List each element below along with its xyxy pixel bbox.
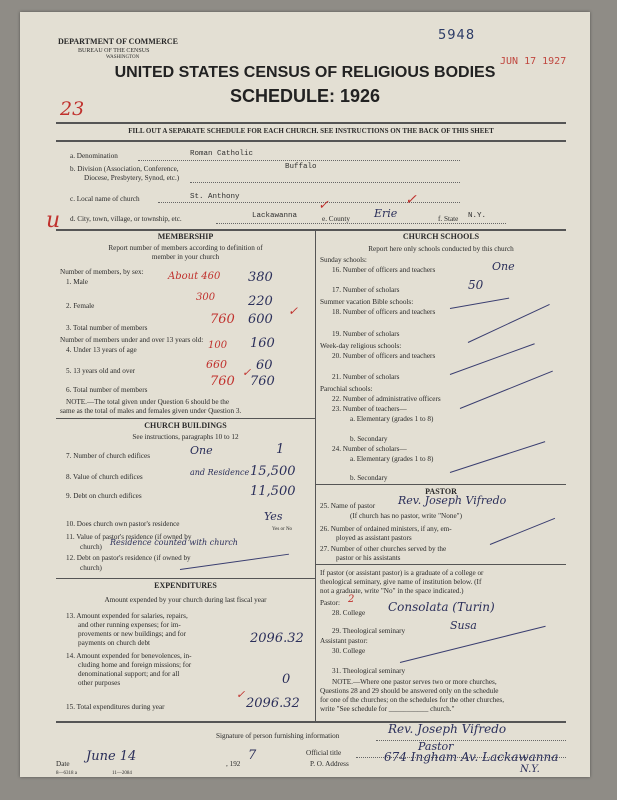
print-number: 11—2084 xyxy=(112,771,132,776)
q3-total-value: 600 xyxy=(248,312,273,327)
buildings-title: CHURCH BUILDINGS xyxy=(144,421,227,430)
signature-value: Rev. Joseph Vifredo xyxy=(388,722,507,736)
q14-label-3: denominational support; and for all xyxy=(78,670,180,678)
graduate-note-2: theological seminary, give name of institution below. (If xyxy=(320,578,482,586)
division-label-2: Diocese, Presbytery, Synod, etc.) xyxy=(84,174,180,182)
parochial-dash xyxy=(460,371,553,409)
census-schedule-sheet xyxy=(20,12,590,777)
assistant-subhead: Assistant pastor: xyxy=(320,637,368,645)
year-label: , 192 xyxy=(226,760,241,768)
pastor-red-number: 2 xyxy=(348,594,355,605)
q24-dash xyxy=(450,441,545,473)
red-check-city: ✓ xyxy=(318,198,329,213)
city-line xyxy=(216,223,506,224)
pastor-note-4: write "See schedule for ___________ church." xyxy=(320,705,455,713)
q6-total-label: 6. Total number of members xyxy=(66,386,148,394)
q2-female-label: 2. Female xyxy=(66,302,95,310)
date-label: Date xyxy=(56,760,70,768)
q27-label: 27. Number of other churches served by the xyxy=(320,545,447,553)
q20-label: 20. Number of officers and teachers xyxy=(332,352,436,360)
q3-total-label: 3. Total number of members xyxy=(66,324,148,332)
q19-label: 19. Number of scholars xyxy=(332,330,400,338)
serial-number: 5948 xyxy=(438,28,476,43)
q25-hint: (If church has no pastor, write "None") xyxy=(350,512,462,520)
q1-male-label: 1. Male xyxy=(66,278,88,286)
q30-label: 30. College xyxy=(332,647,366,655)
official-title-value: Pastor xyxy=(418,740,454,753)
q29-label: 29. Theological seminary xyxy=(332,627,406,635)
q8-value: 15,500 xyxy=(250,464,296,479)
schools-rule xyxy=(316,484,566,485)
weekday-dash xyxy=(468,304,550,343)
q2-female-red: 300 xyxy=(196,292,216,303)
q26-label: 26. Number of ordained ministers, if any, em- xyxy=(320,525,452,533)
q7-written: One xyxy=(190,444,213,457)
form-title: UNITED STATES CENSUS OF RELIGIOUS BODIES xyxy=(114,64,496,81)
denomination-line xyxy=(138,160,460,161)
q18-dash xyxy=(450,298,509,309)
q11-label: 11. Value of pastor's residence (if owned by xyxy=(66,533,192,541)
q5-over-red: 660 xyxy=(206,358,227,371)
year-value: 7 xyxy=(248,748,257,763)
q14-label: 14. Amount expended for benevolences, in- xyxy=(66,652,192,660)
q15-label: 15. Total expenditures during year xyxy=(66,703,165,711)
q6-total-red: 760 xyxy=(210,374,235,389)
q8-note: and Residence xyxy=(190,468,250,477)
sunday-label: Sunday schools: xyxy=(320,256,367,264)
q1-male-value: 380 xyxy=(248,270,273,285)
pastor-note: NOTE.—Where one pastor serves two or more churches, xyxy=(332,678,497,686)
city-label: d. City, town, village, or township, etc. xyxy=(70,215,182,223)
table-top-rule xyxy=(56,229,566,231)
q9-value: 11,500 xyxy=(250,484,296,499)
q21-dash xyxy=(450,343,535,375)
q13-label-3: provements or new buildings; and for xyxy=(78,630,186,638)
q10-label: 10. Does church own pastor's residence xyxy=(66,520,180,528)
received-stamp: JUN 17 1927 xyxy=(500,56,567,67)
q25-value: Rev. Joseph Vifredo xyxy=(398,494,507,507)
red-check-q6: ✓ xyxy=(242,366,252,379)
bureau-city: WASHINGTON xyxy=(106,55,140,60)
q11-value: Residence counted with church xyxy=(110,538,238,547)
bureau-name: BUREAU OF THE CENSUS xyxy=(78,48,150,54)
red-check-q15: ✓ xyxy=(236,688,246,701)
division-line xyxy=(190,182,460,183)
county-value: Erie xyxy=(374,207,398,220)
q11-label-2: church) xyxy=(80,543,102,551)
expenditures-intro: Amount expended by your church during last fiscal year xyxy=(104,596,267,604)
q5-over-label: 5. 13 years old and over xyxy=(66,367,136,375)
q25-label: 25. Name of pastor xyxy=(320,502,376,510)
q2-female-value: 220 xyxy=(248,294,273,309)
q21-label: 21. Number of scholars xyxy=(332,373,400,381)
buildings-rule xyxy=(56,578,315,579)
q26-dash xyxy=(490,518,555,545)
membership-note: NOTE.—The total given under Question 6 should be the xyxy=(66,398,230,406)
pastor-note-3: for one of the churches; on the schedules for the other churches, xyxy=(320,696,505,704)
q4-under-red: 100 xyxy=(208,340,228,351)
q9-label: 9. Debt on church edifices xyxy=(66,492,142,500)
membership-note-2: same as the total of males and females given under Question 3. xyxy=(60,407,242,415)
membership-intro: Report number of members according to definition of xyxy=(108,244,263,252)
q27-label-2: pastor or his assistants xyxy=(336,554,401,562)
weekday-label: Week-day religious schools: xyxy=(320,342,402,350)
q13-value: 2096.32 xyxy=(250,631,304,646)
parochial-label: Parochial schools: xyxy=(320,385,373,393)
membership-rule xyxy=(56,418,315,419)
pastor-title: PASTOR xyxy=(425,487,457,496)
q28-label: 28. College xyxy=(332,609,366,617)
red-file-number: 23 xyxy=(60,98,85,120)
q4-under-label: 4. Under 13 years of age xyxy=(66,346,137,354)
signature-line xyxy=(376,740,566,741)
city-value: Lackawanna xyxy=(252,212,298,220)
q12-dash xyxy=(180,554,289,570)
q7-label: 7. Number of church edifices xyxy=(66,452,151,460)
q10-value: Yes xyxy=(264,510,283,523)
q17-label: 17. Number of scholars xyxy=(332,286,400,294)
instruction-banner: FILL OUT A SEPARATE SCHEDULE FOR EACH CHURCH. SEE INSTRUCTIONS ON THE BACK OF THIS SHEET xyxy=(128,127,494,135)
official-title-label: Official title xyxy=(306,749,342,757)
schools-title: CHURCH SCHOOLS xyxy=(402,232,480,241)
q13-label-2: and other running expenses; for im- xyxy=(78,621,181,629)
q17-value: 50 xyxy=(468,278,484,292)
by-sex-label: Number of members, by sex: xyxy=(60,268,144,276)
q29-value: Susa xyxy=(450,619,477,632)
q1-male-red: About 460 xyxy=(168,271,221,282)
red-margin-mark: u xyxy=(46,208,61,233)
q12-label: 12. Debt on pastor's residence (if owned by xyxy=(66,554,191,562)
po-address-state: N.Y. xyxy=(520,764,540,775)
membership-intro-2: member in your church xyxy=(151,253,220,261)
division-value: Buffalo xyxy=(285,163,317,171)
q14-label-4: other purposes xyxy=(78,679,121,687)
q26-label-2: ployed as assistant pastors xyxy=(336,534,412,542)
pastor-rule xyxy=(316,564,566,565)
red-check-q3: ✓ xyxy=(288,304,299,318)
pastor-subhead: Pastor: xyxy=(320,599,340,607)
county-label: e. County xyxy=(322,215,350,223)
q23a-label: a. Elementary (grades 1 to 8) xyxy=(350,415,434,423)
q14-value: 0 xyxy=(282,672,291,687)
q16-value: One xyxy=(492,260,515,273)
state-label: f. State xyxy=(438,215,459,223)
church-name-value: St. Anthony xyxy=(190,193,240,201)
header-rule-bottom xyxy=(56,140,566,142)
schedule-title: SCHEDULE: 1926 xyxy=(229,86,381,106)
expenditures-title: EXPENDITURES xyxy=(154,581,217,590)
q6-total-value: 760 xyxy=(250,374,275,389)
q12-label-2: church) xyxy=(80,564,102,572)
division-label: b. Division (Association, Conference, xyxy=(70,165,179,173)
q5-over-value: 60 xyxy=(256,358,273,373)
red-check-county: ✓ xyxy=(405,192,417,208)
buildings-subtitle: See instructions, paragraphs 10 to 12 xyxy=(132,433,239,441)
graduate-note-3: not a graduate, write "No" in the space indicated.) xyxy=(320,587,464,595)
po-address-value: 674 Ingham Av. Lackawanna xyxy=(384,750,559,764)
q15-value: 2096.32 xyxy=(246,696,300,711)
q7-value: 1 xyxy=(276,442,285,457)
q28-value: Consolata (Turin) xyxy=(388,600,495,614)
column-divider xyxy=(315,229,316,721)
graduate-note: If pastor (or assistant pastor) is a graduate of a college or xyxy=(320,569,484,577)
q24-label: 24. Number of scholars— xyxy=(332,445,407,453)
signature-label: Signature of person furnishing information xyxy=(216,732,340,740)
church-name-label: c. Local name of church xyxy=(70,195,140,203)
state-value: N.Y. xyxy=(468,212,487,220)
q8-label: 8. Value of church edifices xyxy=(66,473,143,481)
under-over-label: Number of members under and over 13 years old: xyxy=(60,336,204,344)
q22-label: 22. Number of administrative officers xyxy=(332,395,441,403)
q13-label-4: payments on church debt xyxy=(78,639,151,647)
vacation-label: Summer vacation Bible schools: xyxy=(320,298,414,306)
q24a-label: a. Elementary (grades 1 to 8) xyxy=(350,455,434,463)
denomination-value: Roman Catholic xyxy=(190,150,254,158)
form-number: 8—6318 a xyxy=(56,771,77,776)
q23-label: 23. Number of teachers— xyxy=(332,405,407,413)
q13-label: 13. Amount expended for salaries, repairs, xyxy=(66,612,188,620)
q4-under-value: 160 xyxy=(250,336,275,351)
header-rule-top xyxy=(56,122,566,124)
denomination-label: a. Denomination xyxy=(70,152,118,160)
q23b-label: b. Secondary xyxy=(350,435,388,443)
q24b-label: b. Secondary xyxy=(350,474,388,482)
department-name: DEPARTMENT OF COMMERCE xyxy=(58,37,179,46)
q31-label: 31. Theological seminary xyxy=(332,667,406,675)
po-address-label: P. O. Address xyxy=(310,760,349,768)
q10-hint: Yes or No xyxy=(272,527,293,532)
membership-title: MEMBERSHIP xyxy=(157,232,214,241)
q18-label: 18. Number of officers and teachers xyxy=(332,308,436,316)
pastor-note-2: Questions 28 and 29 should be answered only on the schedule xyxy=(320,687,499,695)
q3-total-red: 760 xyxy=(210,312,235,327)
q16-label: 16. Number of officers and teachers xyxy=(332,266,436,274)
date-value: June 14 xyxy=(86,749,137,764)
schools-intro: Report here only schools conducted by this church xyxy=(368,245,514,253)
q14-label-2: cluding home and foreign missions; for xyxy=(78,661,192,669)
